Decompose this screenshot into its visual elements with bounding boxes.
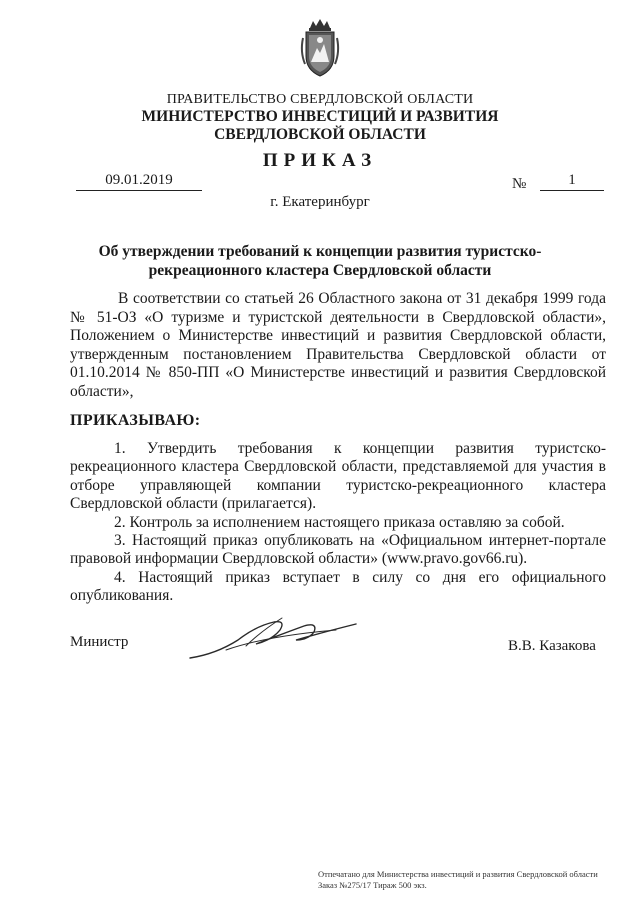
document-subject: Об утверждении требований к концепции развития туристско-рекреационного кластера Свердловской области (98, 243, 542, 279)
footer-line-printed-for: Отпечатано для Министерства инвестиций и развития Свердловской области (318, 869, 598, 879)
preamble-paragraph: В соответствии со статьей 26 Областного закона от 31 декабря 1999 года № 51-ОЗ «О туризме и туристской деятельности в Свердловской области», Положением о Министерстве инвестиций и развития Свердловской области, утвержденным постановлением Правительства Свердловской области от 01.10.2014 № 850-ПП «О Министерстве инвестиций и развития Свердловской области», (70, 290, 606, 400)
signatory-name: В.В. Казакова (508, 638, 596, 654)
document-date: 09.01.2019 (76, 172, 202, 191)
order-keyword: ПРИКАЗЫВАЮ: (70, 412, 201, 429)
government-name: ПРАВИТЕЛЬСТВО СВЕРДЛОВСКОЙ ОБЛАСТИ (166, 92, 474, 107)
ministry-name-line2: СВЕРДЛОВСКОЙ ОБЛАСТИ (214, 126, 426, 143)
document-number: 1 (540, 172, 604, 191)
order-item: 1. Утвердить требования к концепции развития туристско-рекреационного кластера Свердловской области, представляемой для участия в отборе управляющей компании туристско-рекреационного кластера Свердловской области (прилагается). (70, 440, 606, 513)
footer-line-order-circulation: Заказ №275/17 Тираж 500 экз. (318, 880, 427, 890)
order-item: 2. Контроль за исполнением настоящего приказа оставляю за собой. (114, 513, 565, 531)
ministry-name-line1: МИНИСТЕРСТВО ИНВЕСТИЦИЙ И РАЗВИТИЯ (141, 108, 499, 125)
signatory-position: Министр (70, 634, 129, 650)
coat-of-arms-icon (297, 18, 343, 80)
order-item: 4. Настоящий приказ вступает в силу со дня его официального опубликования. (70, 568, 606, 605)
order-items-list (70, 440, 606, 606)
document-type-title: ПРИКАЗ (262, 150, 378, 171)
number-sign: № (512, 176, 527, 192)
city: г. Екатеринбург (270, 194, 370, 210)
print-footer (318, 869, 598, 891)
handwritten-signature (186, 610, 366, 666)
order-item: 3. Настоящий приказ опубликовать на «Официальном интернет-портале правовой информации Свердловской области» (www.pravo.gov66.ru). (70, 532, 606, 568)
